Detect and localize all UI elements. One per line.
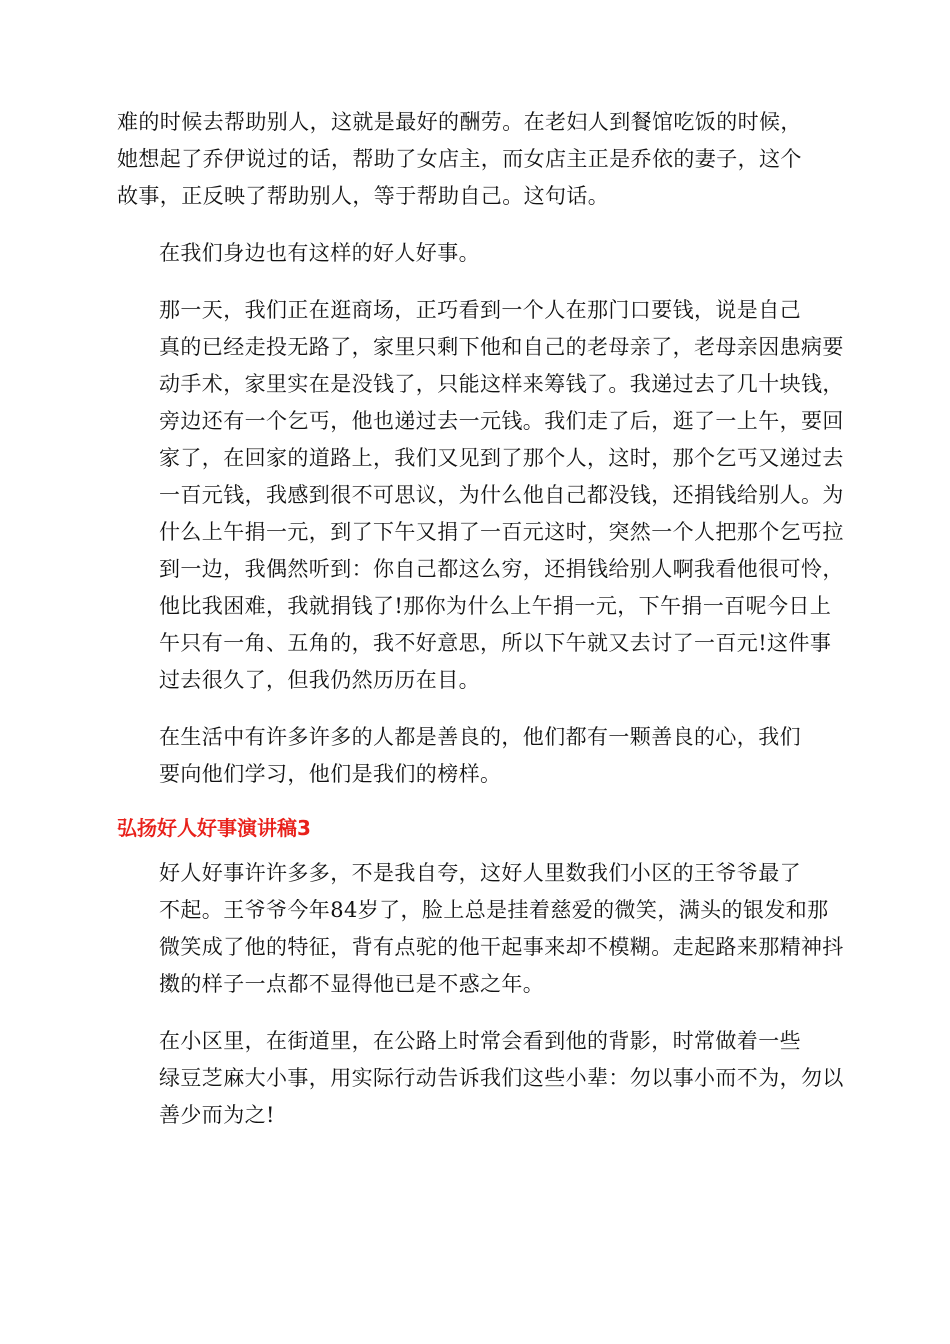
text-line: 绿豆芝麻大小事，用实际行动告诉我们这些小辈：勿以事小而不为，勿以	[159, 1066, 844, 1090]
paragraph-good-deeds-around	[117, 235, 835, 272]
text-line: 擞的样子一点都不显得他已是不惑之年。	[159, 972, 545, 996]
text-line: 她想起了乔伊说过的话，帮助了女店主，而女店主正是乔依的妻子，这个	[117, 147, 802, 171]
text-line: 午只有一角、五角的，我不好意思，所以下午就又去讨了一百元!这件事	[159, 631, 832, 655]
text-line: 善少而为之!	[159, 1103, 275, 1127]
text-line: 过去很久了，但我仍然历历在目。	[159, 668, 480, 692]
paragraph-kind-people	[117, 719, 835, 793]
text-line: 什么上午捐一元，到了下午又捐了一百元这时，突然一个人把那个乞丐拉	[159, 520, 844, 544]
section-heading: 弘扬好人好事演讲稿3	[117, 816, 311, 840]
text-line: 在小区里，在街道里，在公路上时常会看到他的背影，时常做着一些	[159, 1029, 801, 1053]
paragraph-continuation	[117, 104, 835, 215]
text-line: 在生活中有许多许多的人都是善良的，他们都有一颗善良的心，我们	[159, 725, 801, 749]
text-line: 故事，正反映了帮助别人，等于帮助自己。这句话。	[117, 184, 610, 208]
text-line: 微笑成了他的特征，背有点驼的他干起事来却不模糊。走起路来那精神抖	[159, 935, 844, 959]
paragraph-beggar-story	[117, 292, 844, 699]
paragraph-grandpa-wang	[117, 855, 844, 1003]
text-line: 不起。王爷爷今年84岁了，脸上总是挂着慈爱的微笑，满头的银发和那	[159, 898, 829, 922]
text-line: 那一天，我们正在逛商场，正巧看到一个人在那门口要钱，说是自己	[159, 298, 801, 322]
document-body	[117, 104, 844, 1154]
text-line: 他比我困难，我就捐钱了!那你为什么上午捐一元，下午捐一百呢今日上	[159, 594, 832, 618]
text-line: 旁边还有一个乞丐，他也递过去一元钱。我们走了后，逛了一上午，要回	[159, 409, 844, 433]
text-line: 好人好事许许多多，不是我自夸，这好人里数我们小区的王爷爷最了	[159, 861, 801, 885]
text-line: 到一边，我偶然听到：你自己都这么穷，还捐钱给别人啊我看他很可怜，	[159, 557, 844, 581]
text-line: 一百元钱，我感到很不可思议，为什么他自己都没钱，还捐钱给别人。为	[159, 483, 844, 507]
text-line: 要向他们学习，他们是我们的榜样。	[159, 762, 502, 786]
paragraph-small-deeds	[117, 1023, 844, 1134]
text-line: 在我们身边也有这样的好人好事。	[159, 241, 480, 265]
text-line: 动手术，家里实在是没钱了，只能这样来筹钱了。我递过去了几十块钱，	[159, 372, 844, 396]
text-line: 家了，在回家的道路上，我们又见到了那个人，这时，那个乞丐又递过去	[159, 446, 844, 470]
text-line: 难的时候去帮助别人，这就是最好的酬劳。在老妇人到餐馆吃饭的时候，	[117, 110, 802, 134]
text-line: 真的已经走投无路了，家里只剩下他和自己的老母亲了，老母亲因患病要	[159, 335, 844, 359]
